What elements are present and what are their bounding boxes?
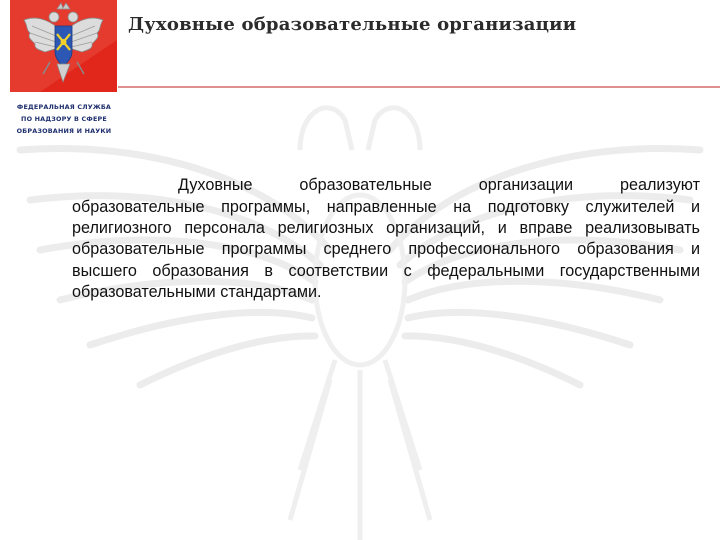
body-paragraph: Духовные образовательные организации реализуют образовательные программы, направленные на подготовку служителей и религиозного персонала религиозных организаций, и вправе реализовывать образовательные программы среднего профессионального образования и высшего образования в соответствии с федеральными государственными образовательными стандартами. [72,176,700,302]
agency-name-line: ОБРАЗОВАНИЯ И НАУКИ [16,127,112,135]
page-title: Духовные образовательные организации [128,14,577,35]
agency-name-line: ПО НАДЗОРУ В СФЕРЕ [21,115,107,123]
title-divider [118,86,720,88]
agency-name [14,101,114,137]
agency-name-line: ФЕДЕРАЛЬНАЯ СЛУЖБА [16,103,112,111]
agency-logo [10,0,117,92]
double-headed-eagle-emblem-icon [10,0,117,92]
